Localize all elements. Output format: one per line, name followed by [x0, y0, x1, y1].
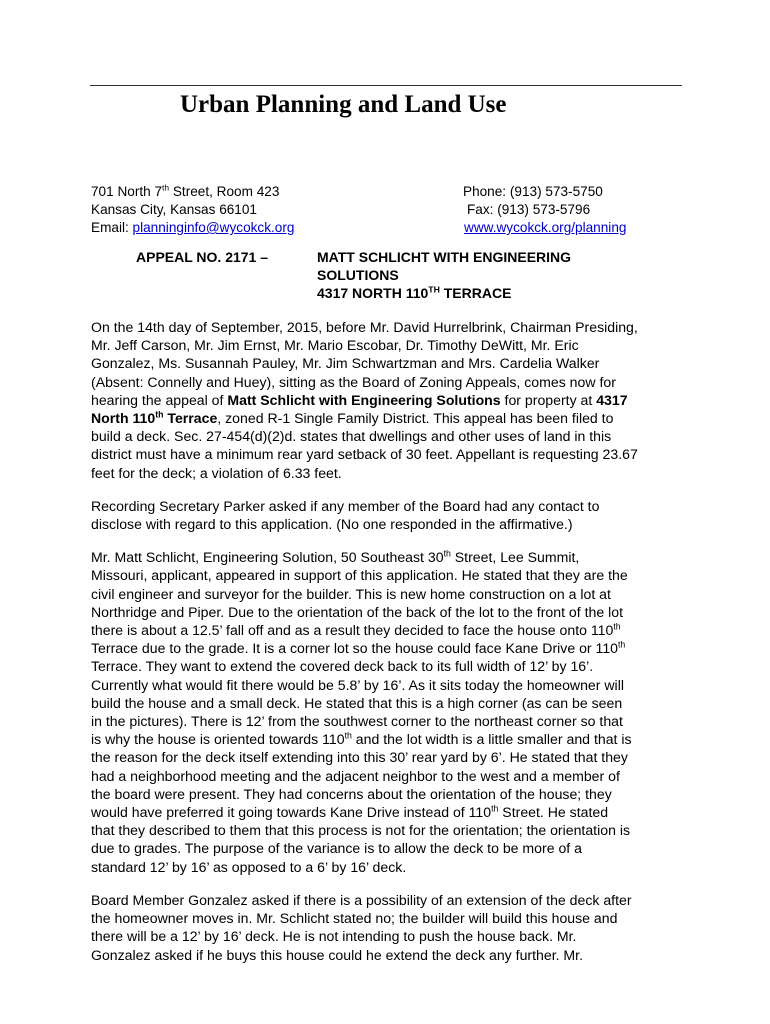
email-line: Email: planninginfo@wycokck.org	[91, 220, 295, 235]
paragraph-contact-disclosure: Recording Secretary Parker asked if any member of the Board had any contact to disclose with regard to this application. (No one responded in the affirmative.)	[91, 497, 600, 533]
appeal-applicant: MATT SCHLICHT WITH ENGINEERING SOLUTIONS 4317 NORTH 110TH TERRACE	[317, 249, 572, 301]
phone-line: Phone: (913) 573-5750	[463, 184, 603, 199]
paragraph-board-question: Board Member Gonzalez asked if there is a possibility of an extension of the deck after the homeowner moves in. Mr. Schlicht stated no; the builder will build this house and there will be a 12’ by 16’ deck. He is not intending to push the house back. Mr. Gonzalez asked if he buys this house could he extend the deck any further. Mr.	[91, 891, 632, 963]
paragraph-hearing: On the 14th day of September, 2015, before Mr. David Hurrelbrink, Chairman Presiding, Mr. Jeff Carson, Mr. Jim Ernst, Mr. Mario Escobar, Dr. Timothy DeWitt, Mr. Eric Gonzalez, Ms. Susannah Pauley, Mr. Jim Schwartzman and Mrs. Cardelia Walker (Absent: Connelly and Huey), sitting as the Board of Zoning Appeals, comes now for hearing the appeal of Matt Schlicht with Engineering Solutions for property at 4317 North 110th Terrace, zoned R-1 Single Family District. This appeal has been filed to build a deck. Sec. 27-454(d)(2)d. states that dwellings and other uses of land in this district must have a minimum rear yard setback of 30 feet. Appellant is requesting 23.67 feet for the deck; a violation of 6.33 feet.	[91, 319, 638, 481]
page-title: Urban Planning and Land Use	[180, 91, 507, 118]
appeal-number: APPEAL NO. 2171 –	[136, 249, 269, 265]
paragraph-applicant-testimony: Mr. Matt Schlicht, Engineering Solution, 50 Southeast 30th Street, Lee Summit, Missouri, applicant, appeared in support of this application. He stated that they are the civil engineer and surveyor for the builder. This is new home construction on a lot at Northridge and Piper. Due to the orientation of the back of the lot to the front of the lot there is about a 12.5’ fall off and as a result they decided to face the house onto 110th Terrace due to the grade. It is a corner lot so the house could face Kane Drive or 110th Terrace. They want to extend the covered deck back to its full width of 12’ by 16’. Currently what would fit there would be 5.8’ by 16’. As it sits today the homeowner will build the house and a small deck. He stated that this is a high corner (as can be seen in the pictures). There is 12’ from the southwest corner to the northeast corner so that is why the house is oriented towards 110th and the lot width is a little smaller and that is the reason for the deck itself extending into this 30’ rear yard by 6’. He stated that they had a neighborhood meeting and the adjacent neighbor to the west and a member of the board were present. They had concerns about the orientation of the house; they would have preferred it going towards Kane Drive instead of 110th Street. He stated that they described to them that this process is not for the orientation; the orientation is due to grades. The purpose of the variance is to allow the deck to be more of a standard 12’ by 16’ as opposed to a 6’ by 16’ deck.	[91, 548, 632, 875]
header-rule	[90, 85, 682, 86]
minutes-body	[91, 318, 691, 979]
email-link[interactable]: planninginfo@wycokck.org	[132, 220, 295, 235]
appeal-property: 4317 NORTH 110TH TERRACE	[317, 284, 512, 301]
fax-line: Fax: (913) 573-5796	[467, 202, 591, 217]
city-line: Kansas City, Kansas 66101	[91, 202, 257, 217]
contact-block	[463, 183, 626, 237]
street-address: 701 North 7th Street, Room 423	[91, 182, 280, 199]
website-link[interactable]: www.wycokck.org/planning	[464, 220, 627, 235]
address-block	[91, 183, 294, 237]
